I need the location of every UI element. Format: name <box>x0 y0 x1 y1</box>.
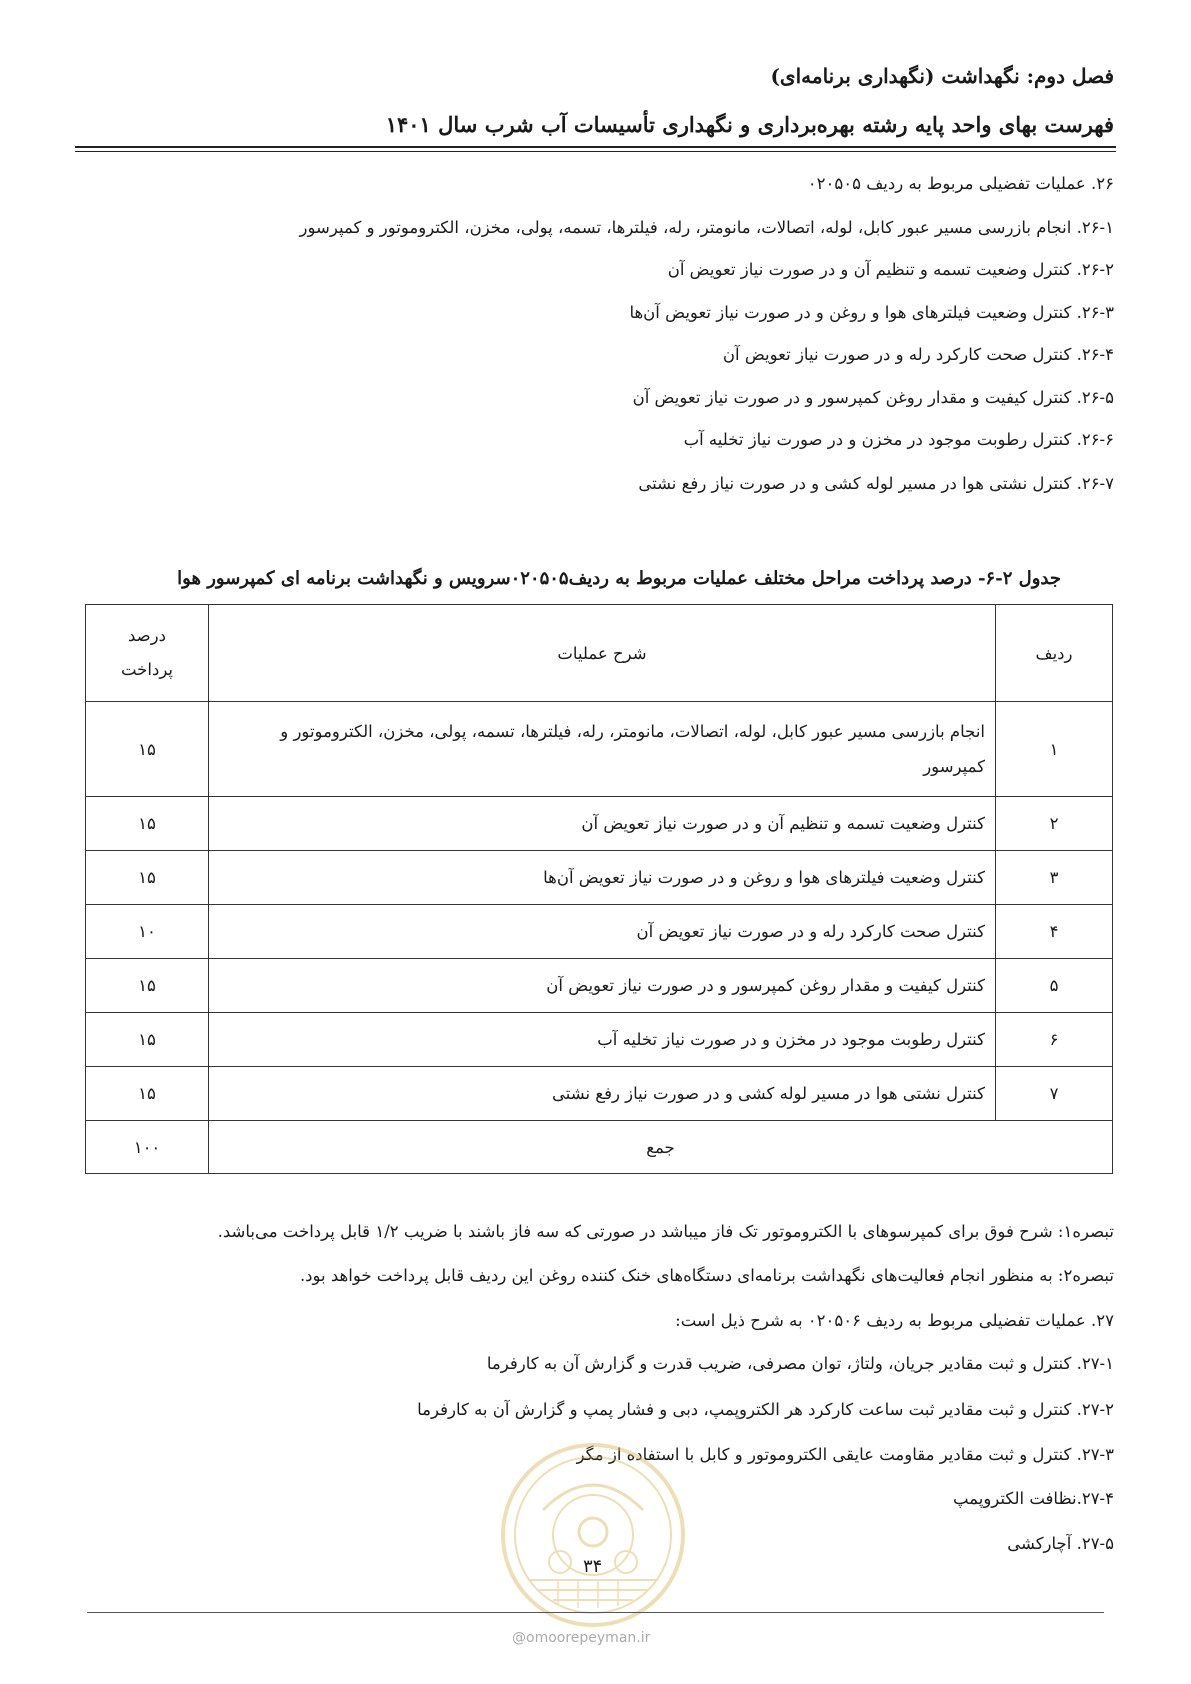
footer-website: @omoorepeyman.ir <box>512 1630 651 1646</box>
page-number: ۳۴ <box>583 1556 603 1577</box>
row-percent: ۱۵ <box>86 797 209 851</box>
table-header-row <box>86 605 1113 702</box>
row-description-line1: انجام بازرسی مسیر عبور کابل، لوله، اتصالات، مانومتر، رله، فیلترها، تسمه، پولی، مخزن، الکتروموتور و <box>280 722 985 741</box>
header-percent-line2: پرداخت <box>120 660 174 679</box>
header-row-number: ردیف <box>996 605 1113 702</box>
row-percent: ۱۵ <box>86 1067 209 1121</box>
header-description: شرح عملیات <box>209 605 996 702</box>
watermark-seal-icon <box>498 1440 688 1630</box>
row-description: کنترل کیفیت و مقدار روغن کمپرسور و در صورت نیاز تعویض آن <box>209 959 996 1013</box>
section-27-item-4: ۲۷-۴.نظافت الکتروپمپ <box>952 1489 1114 1508</box>
section-27-item-5: ۲۷-۵. آچارکشی <box>1007 1534 1114 1553</box>
note-1: تبصره۱: شرح فوق برای کمپرسوهای با الکتروموتور تک فاز میباشد در صورتی که سه فاز باشند با ضریب ۱/۲ قابل پرداخت می‌باشد. <box>217 1222 1114 1241</box>
row-description: کنترل صحت کارکرد رله و در صورت نیاز تعویض آن <box>209 905 996 959</box>
header-payment-percent <box>86 605 209 702</box>
table-row <box>86 1067 1113 1121</box>
row-number: ۲ <box>996 797 1113 851</box>
header-divider-thin <box>75 151 1116 152</box>
table-row <box>86 702 1113 797</box>
table-caption: جدول ۲-۶- درصد پرداخت مراحل مختلف عملیات مربوط به ردیف۰۲۰۵۰۵سرویس و نگهداشت برنامه ای کمپرسور هوا <box>177 568 1061 589</box>
operations-table <box>85 604 1113 1174</box>
row-number: ۴ <box>996 905 1113 959</box>
header-divider <box>75 146 1116 148</box>
section-26-item-6: ۲۶-۶. کنترل رطوبت موجود در مخزن و در صورت نیاز تخلیه آب <box>683 430 1114 449</box>
section-26-heading: ۲۶. عملیات تفضیلی مربوط به ردیف ۰۲۰۵۰۵ <box>807 174 1114 193</box>
table-row <box>86 797 1113 851</box>
section-26-item-7: ۲۶-۷. کنترل نشتی هوا در مسیر لوله کشی و در صورت نیاز رفع نشتی <box>638 474 1114 493</box>
document-title: فهرست بهای واحد پایه رشته بهره‌برداری و نگهداری تأسیسات آب شرب سال ۱۴۰۱ <box>385 112 1114 137</box>
row-description: کنترل رطوبت موجود در مخزن و در صورت نیاز تخلیه آب <box>209 1013 996 1067</box>
row-description: کنترل وضعیت تسمه و تنظیم آن و در صورت نیاز تعویض آن <box>209 797 996 851</box>
row-percent: ۱۰ <box>86 905 209 959</box>
section-27-item-1: ۲۷-۱. کنترل و ثبت مقادیر جریان، ولتاژ، توان مصرفی، ضریب قدرت و گزارش آن به کارفرما <box>486 1354 1114 1373</box>
table-row <box>86 1013 1113 1067</box>
row-description <box>209 702 996 797</box>
total-value: ۱۰۰ <box>86 1121 209 1174</box>
section-26-item-5: ۲۶-۵. کنترل کیفیت و مقدار روغن کمپرسور و در صورت نیاز تعویض آن <box>632 388 1114 407</box>
header-percent-line1: درصد <box>128 626 166 645</box>
section-27-item-2: ۲۷-۲. کنترل و ثبت مقادیر ثبت ساعت کارکرد هر الکتروپمپ، دبی و فشار پمپ و گزارش آن به کارفرما <box>417 1400 1114 1419</box>
row-description: کنترل نشتی هوا در مسیر لوله کشی و در صورت نیاز رفع نشتی <box>209 1067 996 1121</box>
note-2: تبصره۲: به منظور انجام فعالیت‌های نگهداشت برنامه‌ای دستگاه‌های خنک کننده روغن این ردیف قابل پرداخت خواهد بود. <box>299 1266 1114 1285</box>
row-description-line2: کمپرسور <box>923 757 985 776</box>
row-number: ۶ <box>996 1013 1113 1067</box>
section-26-item-1: ۲۶-۱. انجام بازرسی مسیر عبور کابل، لوله، اتصالات، مانومتر، رله، فیلترها، تسمه، پولی، مخزن، الکتروموتور و کمپرسور <box>299 218 1114 237</box>
footer-divider <box>87 1612 1104 1613</box>
chapter-title: فصل دوم: نگهداشت (نگهداری برنامه‌ای) <box>770 64 1114 88</box>
section-27-item-3: ۲۷-۳. کنترل و ثبت مقادیر مقاومت عایقی الکتروموتور و کابل با استفاده از مگر <box>576 1445 1114 1464</box>
table-total-row <box>86 1121 1113 1174</box>
row-percent: ۱۵ <box>86 959 209 1013</box>
row-percent: ۱۵ <box>86 702 209 797</box>
section-27-heading: ۲۷. عملیات تفضیلی مربوط به ردیف ۰۲۰۵۰۶ به شرح ذیل است: <box>675 1311 1114 1330</box>
table-row <box>86 959 1113 1013</box>
row-percent: ۱۵ <box>86 851 209 905</box>
row-number: ۷ <box>996 1067 1113 1121</box>
table-row <box>86 905 1113 959</box>
row-number: ۵ <box>996 959 1113 1013</box>
row-number: ۳ <box>996 851 1113 905</box>
row-description: کنترل وضعیت فیلترهای هوا و روغن و در صورت نیاز تعویض آن‌ها <box>209 851 996 905</box>
total-label: جمع <box>209 1121 1113 1174</box>
table-row <box>86 851 1113 905</box>
row-number: ۱ <box>996 702 1113 797</box>
section-26-item-3: ۲۶-۳. کنترل وضعیت فیلترهای هوا و روغن و در صورت نیاز تعویض آن‌ها <box>629 303 1114 322</box>
section-26-item-4: ۲۶-۴. کنترل صحت کارکرد رله و در صورت نیاز تعویض آن <box>722 345 1114 364</box>
row-percent: ۱۵ <box>86 1013 209 1067</box>
section-26-item-2: ۲۶-۲. کنترل وضعیت تسمه و تنظیم آن و در صورت نیاز تعویض آن <box>667 260 1114 279</box>
